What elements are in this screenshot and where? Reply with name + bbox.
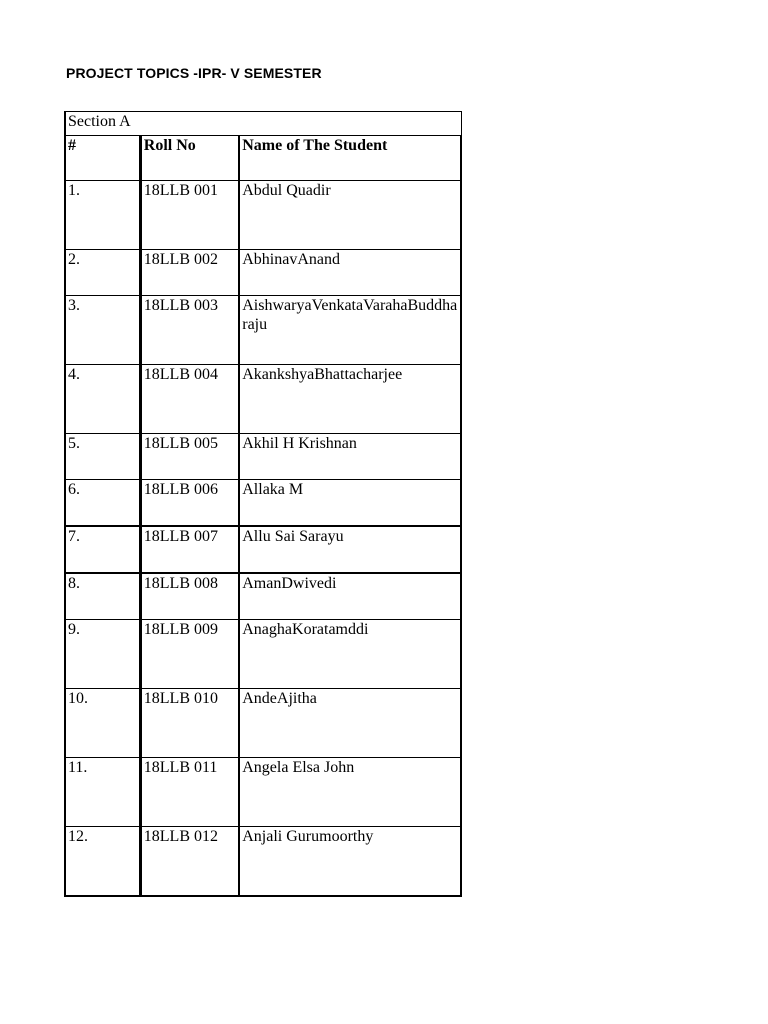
- row-student-name: Angela Elsa John: [239, 758, 461, 827]
- row-roll-no: 18LLB 003: [140, 296, 239, 365]
- row-roll-no: 18LLB 012: [140, 827, 239, 897]
- row-roll-no: 18LLB 002: [140, 250, 239, 296]
- document-title: PROJECT TOPICS -IPR- V SEMESTER: [66, 65, 322, 81]
- table-row: [65, 526, 461, 573]
- row-roll-no: 18LLB 008: [140, 573, 239, 620]
- section-row: [65, 112, 461, 136]
- table-row: [65, 620, 461, 689]
- header-student-name: Name of The Student: [239, 136, 461, 181]
- row-roll-no: 18LLB 004: [140, 365, 239, 434]
- table-row: [65, 250, 461, 296]
- table-row: [65, 480, 461, 527]
- row-student-name: AishwaryaVenkataVarahaBuddharaju: [239, 296, 461, 365]
- row-number: 3.: [65, 296, 140, 365]
- row-number: 10.: [65, 689, 140, 758]
- row-student-name: Anjali Gurumoorthy: [239, 827, 461, 897]
- header-roll-no: Roll No: [140, 136, 239, 181]
- row-student-name: Allaka M: [239, 480, 461, 527]
- table-row: [65, 758, 461, 827]
- section-label: Section A: [65, 112, 461, 136]
- row-roll-no: 18LLB 006: [140, 480, 239, 527]
- row-number: 7.: [65, 526, 140, 573]
- table-row: [65, 296, 461, 365]
- row-number: 1.: [65, 181, 140, 250]
- row-roll-no: 18LLB 007: [140, 526, 239, 573]
- table-row: [65, 827, 461, 897]
- row-number: 12.: [65, 827, 140, 897]
- student-roster-table: [64, 111, 462, 897]
- header-row: [65, 136, 461, 181]
- header-number: #: [65, 136, 140, 181]
- row-roll-no: 18LLB 010: [140, 689, 239, 758]
- row-student-name: AkankshyaBhattacharjee: [239, 365, 461, 434]
- table-row: [65, 689, 461, 758]
- row-roll-no: 18LLB 009: [140, 620, 239, 689]
- row-number: 6.: [65, 480, 140, 527]
- row-student-name: Akhil H Krishnan: [239, 434, 461, 480]
- row-number: 5.: [65, 434, 140, 480]
- row-roll-no: 18LLB 011: [140, 758, 239, 827]
- row-number: 9.: [65, 620, 140, 689]
- row-number: 2.: [65, 250, 140, 296]
- table-row: [65, 434, 461, 480]
- row-number: 4.: [65, 365, 140, 434]
- row-roll-no: 18LLB 001: [140, 181, 239, 250]
- table-row: [65, 181, 461, 250]
- row-number: 11.: [65, 758, 140, 827]
- row-student-name: AbhinavAnand: [239, 250, 461, 296]
- row-student-name: AnaghaKoratamddi: [239, 620, 461, 689]
- row-roll-no: 18LLB 005: [140, 434, 239, 480]
- row-student-name: Abdul Quadir: [239, 181, 461, 250]
- table-row: [65, 573, 461, 620]
- table-row: [65, 365, 461, 434]
- row-student-name: Allu Sai Sarayu: [239, 526, 461, 573]
- row-student-name: AmanDwivedi: [239, 573, 461, 620]
- row-student-name: AndeAjitha: [239, 689, 461, 758]
- row-number: 8.: [65, 573, 140, 620]
